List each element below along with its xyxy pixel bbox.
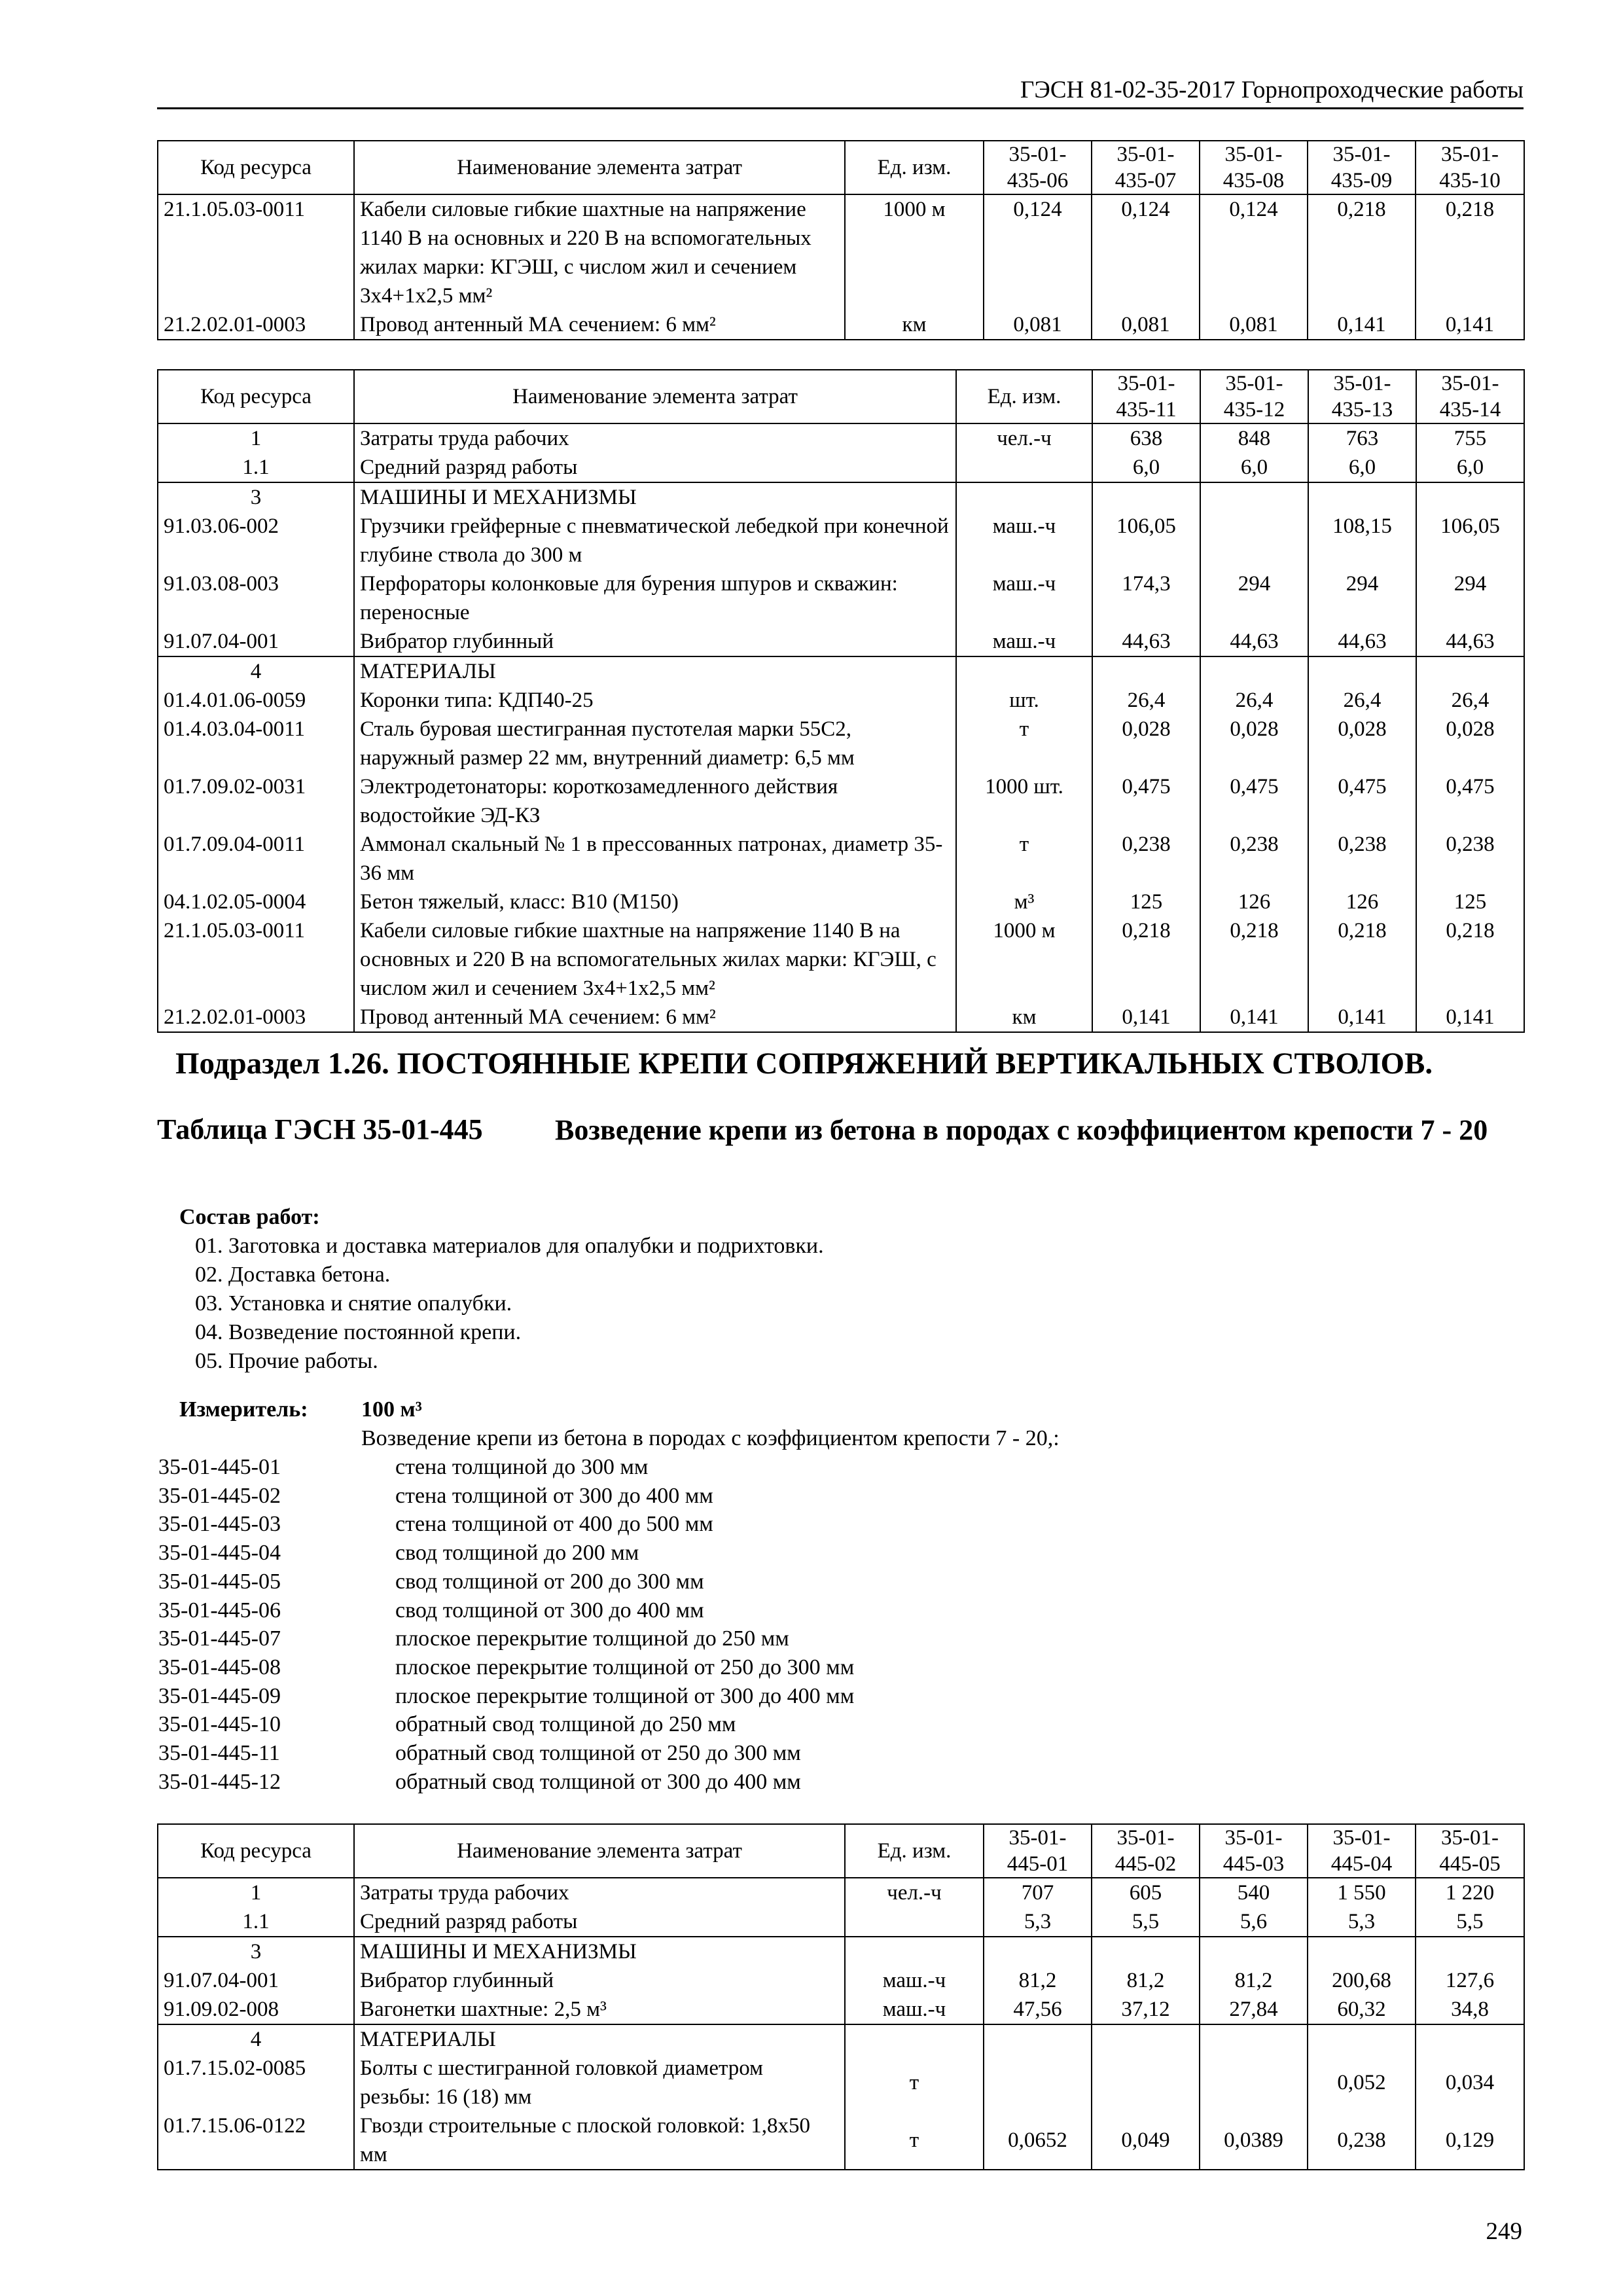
table-row	[158, 830, 1524, 888]
resource-value: 81,2	[984, 1966, 1092, 1995]
resource-value: 1 220	[1416, 1878, 1524, 1907]
table-row	[158, 2024, 1524, 2054]
resource-name: Провод антенный МА сечением: 6 мм²	[354, 1003, 956, 1032]
resource-value: 0,081	[1200, 310, 1308, 340]
table-row	[158, 1995, 1524, 2024]
resource-value	[1416, 1937, 1524, 1966]
resource-code: 91.09.02-008	[158, 1995, 354, 2024]
norm-code-row	[158, 1482, 854, 1511]
resource-value: 108,15	[1308, 512, 1416, 569]
norm-code-list	[158, 1453, 854, 1796]
resource-value	[1200, 512, 1308, 569]
resource-value	[1200, 656, 1308, 686]
table-header-row	[158, 1824, 1524, 1878]
resource-name: МАТЕРИАЛЫ	[354, 656, 956, 686]
resource-value: 0,028	[1200, 715, 1308, 772]
column-header: Ед. изм.	[956, 370, 1092, 423]
norm-code-row	[158, 1682, 854, 1711]
resource-value: 0,052	[1308, 2054, 1416, 2111]
resource-value	[1092, 2024, 1200, 2054]
table-title: Возведение крепи из бетона в породах с коэффициентом крепости 7 - 20	[555, 1114, 1488, 1146]
resource-value: 1 550	[1308, 1878, 1416, 1907]
resource-unit: чел.-ч	[956, 423, 1092, 453]
composition-item: 05. Прочие работы.	[195, 1349, 378, 1373]
norm-description: плоское перекрытие толщиной до 250 мм	[395, 1626, 789, 1651]
resource-value: 0,034	[1416, 2054, 1524, 2111]
resource-value: 0,238	[1308, 830, 1416, 888]
table-row	[158, 453, 1524, 482]
resource-value: 0,081	[984, 310, 1092, 340]
column-header: Ед. изм.	[845, 1824, 984, 1878]
resource-unit: шт.	[956, 686, 1092, 715]
resource-value: 44,63	[1092, 627, 1200, 656]
resource-value	[1200, 2054, 1308, 2111]
resource-value: 44,63	[1416, 627, 1524, 656]
norm-code-row	[158, 1568, 854, 1596]
resource-name: Затраты труда рабочих	[354, 423, 956, 453]
table-header-row	[158, 141, 1524, 194]
resource-name: Средний разряд работы	[354, 453, 956, 482]
column-header: 35-01- 435-09	[1308, 141, 1416, 194]
resource-value	[1092, 482, 1200, 512]
resource-unit: т	[956, 830, 1092, 888]
resource-unit: т	[845, 2054, 984, 2111]
table-row	[158, 2054, 1524, 2111]
column-header: 35-01- 435-12	[1200, 370, 1308, 423]
resource-value	[1416, 2024, 1524, 2054]
resource-value: 126	[1308, 888, 1416, 916]
resource-unit: т	[845, 2111, 984, 2170]
table-row	[158, 310, 1524, 340]
resource-value: 0,238	[1308, 2111, 1416, 2170]
column-header: 35-01- 435-11	[1092, 370, 1200, 423]
subsection-title: Подраздел 1.26. ПОСТОЯННЫЕ КРЕПИ СОПРЯЖЕНИЙ ВЕРТИКАЛЬНЫХ СТВОЛОВ.	[175, 1047, 1433, 1081]
resource-value: 0,218	[1092, 916, 1200, 1003]
resource-unit: маш.-ч	[845, 1966, 984, 1995]
norm-description: обратный свод толщиной от 250 до 300 мм	[395, 1741, 801, 1766]
resource-value: 0,028	[1308, 715, 1416, 772]
composition-item: 02. Доставка бетона.	[195, 1263, 391, 1287]
table-row	[158, 715, 1524, 772]
resource-value: 5,6	[1200, 1907, 1308, 1937]
resource-name: МАТЕРИАЛЫ	[354, 2024, 845, 2054]
resource-unit	[845, 2024, 984, 2054]
resource-value: 0,218	[1416, 916, 1524, 1003]
resource-value: 125	[1416, 888, 1524, 916]
norm-code-row	[158, 1653, 854, 1682]
resource-value: 60,32	[1308, 1995, 1416, 2024]
resource-table-445-01-05	[157, 1823, 1525, 2170]
resource-value: 0,218	[1308, 194, 1416, 310]
resource-value: 126	[1200, 888, 1308, 916]
table-label: Таблица ГЭСН 35-01-445	[157, 1113, 483, 1145]
column-header: Код ресурса	[158, 370, 354, 423]
composition-item: 01. Заготовка и доставка материалов для опалубки и подрихтовки.	[195, 1234, 824, 1258]
resource-value: 0,218	[1416, 194, 1524, 310]
resource-value: 6,0	[1416, 453, 1524, 482]
column-header: 35-01- 445-02	[1092, 1824, 1200, 1878]
resource-code: 91.03.06-002	[158, 512, 354, 569]
resource-value: 81,2	[1200, 1966, 1308, 1995]
resource-name: Кабели силовые гибкие шахтные на напряжение 1140 В на основных и 220 В на вспомогательных жилах марки: КГЭШ, с числом жил и сечением 3x4+1x2,5 мм²	[354, 916, 956, 1003]
resource-value: 605	[1092, 1878, 1200, 1907]
norm-description: обратный свод толщиной от 300 до 400 мм	[395, 1769, 801, 1794]
resource-value: 5,3	[1308, 1907, 1416, 1937]
resource-unit: маш.-ч	[956, 569, 1092, 627]
table-row	[158, 1003, 1524, 1032]
column-header: 35-01- 435-06	[984, 141, 1092, 194]
resource-code: 01.4.03.04-0011	[158, 715, 354, 772]
resource-code: 3	[158, 482, 354, 512]
table-row	[158, 1907, 1524, 1937]
column-header: Ед. изм.	[845, 141, 984, 194]
resource-value: 848	[1200, 423, 1308, 453]
resource-table-435-06-10	[157, 140, 1525, 340]
norm-description: плоское перекрытие толщиной от 300 до 400 мм	[395, 1683, 855, 1708]
resource-value: 0,124	[1200, 194, 1308, 310]
resource-value: 0,141	[1308, 1003, 1416, 1032]
resource-name: Гвозди строительные с плоской головкой: 1,8x50 мм	[354, 2111, 845, 2170]
measure-value: 100 м³	[361, 1397, 422, 1422]
resource-value: 0,218	[1200, 916, 1308, 1003]
norm-code-row	[158, 1739, 854, 1768]
composition-item: 04. Возведение постоянной крепи.	[195, 1320, 522, 1344]
resource-name: Провод антенный МА сечением: 6 мм²	[354, 310, 845, 340]
resource-value	[1308, 656, 1416, 686]
resource-value: 0,218	[1308, 916, 1416, 1003]
norm-code: 35-01-445-04	[158, 1541, 281, 1566]
norm-code-row	[158, 1768, 854, 1797]
resource-value: 5,3	[984, 1907, 1092, 1937]
resource-unit: 1000 м	[956, 916, 1092, 1003]
resource-value: 34,8	[1416, 1995, 1524, 2024]
page-number: 249	[1486, 2218, 1522, 2245]
column-header: 35-01- 435-10	[1416, 141, 1524, 194]
resource-value: 81,2	[1092, 1966, 1200, 1995]
norm-code: 35-01-445-03	[158, 1512, 281, 1537]
work-composition	[179, 1203, 824, 1376]
resource-value: 106,05	[1416, 512, 1524, 569]
resource-value	[1308, 1937, 1416, 1966]
table-header-row	[158, 370, 1524, 423]
column-header: Наименование элемента затрат	[354, 1824, 845, 1878]
norm-code-row	[158, 1710, 854, 1739]
table-row	[158, 916, 1524, 1003]
resource-code: 01.7.15.06-0122	[158, 2111, 354, 2170]
resource-value	[1416, 482, 1524, 512]
resource-value: 0,028	[1416, 715, 1524, 772]
resource-code: 01.7.15.02-0085	[158, 2054, 354, 2111]
column-header: Наименование элемента затрат	[354, 370, 956, 423]
resource-unit	[845, 1907, 984, 1937]
norm-code: 35-01-445-11	[158, 1741, 280, 1766]
table-row	[158, 512, 1524, 569]
table-row	[158, 423, 1524, 453]
resource-name: Затраты труда рабочих	[354, 1878, 845, 1907]
resource-value: 638	[1092, 423, 1200, 453]
table-row	[158, 627, 1524, 656]
resource-value: 0,141	[1416, 1003, 1524, 1032]
table-row	[158, 1878, 1524, 1907]
resource-unit: км	[956, 1003, 1092, 1032]
resource-name: Грузчики грейферные с пневматической лебедкой при конечной глубине ствола до 300 м	[354, 512, 956, 569]
resource-unit: маш.-ч	[845, 1995, 984, 2024]
resource-value: 755	[1416, 423, 1524, 453]
norm-code-row	[158, 1624, 854, 1653]
norm-code: 35-01-445-07	[158, 1626, 281, 1651]
resource-value: 44,63	[1200, 627, 1308, 656]
resource-code: 1	[158, 423, 354, 453]
resource-value	[1308, 482, 1416, 512]
resource-name: Средний разряд работы	[354, 1907, 845, 1937]
column-header: 35-01- 445-04	[1308, 1824, 1416, 1878]
resource-name: МАШИНЫ И МЕХАНИЗМЫ	[354, 482, 956, 512]
column-header: Код ресурса	[158, 1824, 354, 1878]
resource-value: 47,56	[984, 1995, 1092, 2024]
resource-unit	[956, 482, 1092, 512]
resource-unit: м³	[956, 888, 1092, 916]
resource-value: 6,0	[1092, 453, 1200, 482]
norm-description: плоское перекрытие толщиной от 250 до 300 мм	[395, 1655, 855, 1679]
resource-value: 540	[1200, 1878, 1308, 1907]
resource-code: 01.7.09.02-0031	[158, 772, 354, 830]
resource-code: 21.2.02.01-0003	[158, 1003, 354, 1032]
resource-table-435-11-14	[157, 369, 1525, 1033]
resource-code: 91.07.04-001	[158, 627, 354, 656]
resource-code: 04.1.02.05-0004	[158, 888, 354, 916]
norm-code: 35-01-445-02	[158, 1483, 281, 1508]
resource-name: Сталь буровая шестигранная пустотелая марки 55С2, наружный размер 22 мм, внутренний диаметр: 6,5 мм	[354, 715, 956, 772]
resource-name: Вибратор глубинный	[354, 627, 956, 656]
resource-value: 0,124	[984, 194, 1092, 310]
table-row	[158, 569, 1524, 627]
resource-unit: маш.-ч	[956, 512, 1092, 569]
column-header: 35-01- 445-03	[1200, 1824, 1308, 1878]
norm-code: 35-01-445-12	[158, 1769, 281, 1794]
resource-value	[1200, 1937, 1308, 1966]
table-row	[158, 656, 1524, 686]
resource-value: 0,028	[1092, 715, 1200, 772]
column-header: 35-01- 435-07	[1092, 141, 1200, 194]
resource-code: 3	[158, 1937, 354, 1966]
resource-value: 174,3	[1092, 569, 1200, 627]
resource-value: 26,4	[1416, 686, 1524, 715]
resource-value	[1200, 482, 1308, 512]
resource-value	[984, 2024, 1092, 2054]
resource-value: 127,6	[1416, 1966, 1524, 1995]
norm-code: 35-01-445-08	[158, 1655, 281, 1679]
resource-name: Бетон тяжелый, класс: В10 (М150)	[354, 888, 956, 916]
resource-unit	[956, 453, 1092, 482]
resource-value: 0,049	[1092, 2111, 1200, 2170]
resource-value: 294	[1416, 569, 1524, 627]
norm-code-row	[158, 1453, 854, 1482]
resource-code: 01.4.01.06-0059	[158, 686, 354, 715]
resource-unit: 1000 м	[845, 194, 984, 310]
resource-value: 0,238	[1200, 830, 1308, 888]
resource-value	[984, 1937, 1092, 1966]
resource-code: 1	[158, 1878, 354, 1907]
composition-heading: Состав работ:	[179, 1205, 320, 1229]
column-header: 35-01- 435-08	[1200, 141, 1308, 194]
resource-value	[1092, 656, 1200, 686]
resource-value: 0,475	[1200, 772, 1308, 830]
composition-item: 03. Установка и снятие опалубки.	[195, 1291, 512, 1316]
resource-value: 0,238	[1416, 830, 1524, 888]
norm-description: стена толщиной от 400 до 500 мм	[395, 1512, 713, 1537]
resource-value: 27,84	[1200, 1995, 1308, 2024]
resource-value	[1092, 1937, 1200, 1966]
resource-value: 6,0	[1200, 453, 1308, 482]
resource-unit	[845, 1937, 984, 1966]
resource-name: Перфораторы колонковые для бурения шпуров и скважин: переносные	[354, 569, 956, 627]
resource-value: 0,238	[1092, 830, 1200, 888]
table-row	[158, 772, 1524, 830]
resource-value: 26,4	[1092, 686, 1200, 715]
resource-value: 106,05	[1092, 512, 1200, 569]
resource-value: 0,141	[1416, 310, 1524, 340]
resource-name: Аммонал скальный № 1 в прессованных патронах, диаметр 35-36 мм	[354, 830, 956, 888]
measure-label: Измеритель:	[179, 1397, 308, 1422]
resource-code: 4	[158, 2024, 354, 2054]
resource-code: 1.1	[158, 1907, 354, 1937]
column-header: 35-01- 435-13	[1308, 370, 1416, 423]
resource-unit: чел.-ч	[845, 1878, 984, 1907]
norm-code-row	[158, 1539, 854, 1568]
column-header: 35-01- 435-14	[1416, 370, 1524, 423]
resource-value: 0,141	[1092, 1003, 1200, 1032]
table-row	[158, 686, 1524, 715]
resource-value: 37,12	[1092, 1995, 1200, 2024]
norm-code: 35-01-445-01	[158, 1455, 281, 1479]
resource-code: 91.07.04-001	[158, 1966, 354, 1995]
norm-description: свод толщиной от 300 до 400 мм	[395, 1598, 704, 1623]
resource-value: 5,5	[1416, 1907, 1524, 1937]
resource-value: 294	[1200, 569, 1308, 627]
resource-code: 4	[158, 656, 354, 686]
table-row	[158, 2111, 1524, 2170]
resource-unit: км	[845, 310, 984, 340]
resource-value: 5,5	[1092, 1907, 1200, 1937]
resource-code: 21.1.05.03-0011	[158, 916, 354, 1003]
resource-value: 0,0652	[984, 2111, 1092, 2170]
resource-name: Вагонетки шахтные: 2,5 м³	[354, 1995, 845, 2024]
table-row	[158, 482, 1524, 512]
resource-value: 0,129	[1416, 2111, 1524, 2170]
resource-value: 0,124	[1092, 194, 1200, 310]
resource-value: 707	[984, 1878, 1092, 1907]
table-row	[158, 194, 1524, 310]
resource-name: Вибратор глубинный	[354, 1966, 845, 1995]
resource-value: 0,0389	[1200, 2111, 1308, 2170]
column-header: Наименование элемента затрат	[354, 141, 845, 194]
resource-value: 0,141	[1200, 1003, 1308, 1032]
norm-description: стена толщиной от 300 до 400 мм	[395, 1483, 713, 1508]
resource-value	[1416, 656, 1524, 686]
resource-value	[1308, 2024, 1416, 2054]
norm-code: 35-01-445-09	[158, 1683, 281, 1708]
norm-code-row	[158, 1596, 854, 1625]
resource-value: 125	[1092, 888, 1200, 916]
resource-name: МАШИНЫ И МЕХАНИЗМЫ	[354, 1937, 845, 1966]
column-header: 35-01- 445-05	[1416, 1824, 1524, 1878]
resource-code: 21.1.05.03-0011	[158, 194, 354, 310]
norm-code: 35-01-445-05	[158, 1569, 281, 1594]
resource-unit: т	[956, 715, 1092, 772]
resource-value: 0,081	[1092, 310, 1200, 340]
table-row	[158, 1937, 1524, 1966]
resource-value: 294	[1308, 569, 1416, 627]
resource-value	[1200, 2024, 1308, 2054]
norm-code-row	[158, 1510, 854, 1539]
table-row	[158, 1966, 1524, 1995]
resource-code: 01.7.09.04-0011	[158, 830, 354, 888]
resource-value: 44,63	[1308, 627, 1416, 656]
resource-name: Коронки типа: КДП40-25	[354, 686, 956, 715]
measure-line	[179, 1395, 422, 1424]
running-header: ГЭСН 81-02-35-2017 Горнопроходческие работы	[157, 73, 1524, 109]
resource-unit: маш.-ч	[956, 627, 1092, 656]
norm-description: стена толщиной до 300 мм	[395, 1455, 649, 1479]
resource-code: 91.03.08-003	[158, 569, 354, 627]
resource-value: 0,141	[1308, 310, 1416, 340]
norm-description: свод толщиной до 200 мм	[395, 1541, 639, 1566]
resource-code: 21.2.02.01-0003	[158, 310, 354, 340]
resource-value	[984, 2054, 1092, 2111]
resource-unit	[956, 656, 1092, 686]
resource-name: Кабели силовые гибкие шахтные на напряжение 1140 В на основных и 220 В на вспомогательных жилах марки: КГЭШ, с числом жил и сечением 3x4+1x2,5 мм²	[354, 194, 845, 310]
resource-value	[1092, 2054, 1200, 2111]
resource-value: 26,4	[1200, 686, 1308, 715]
resource-code: 1.1	[158, 453, 354, 482]
resource-value: 763	[1308, 423, 1416, 453]
norm-description: обратный свод толщиной до 250 мм	[395, 1712, 736, 1737]
resource-value: 0,475	[1416, 772, 1524, 830]
resource-name: Болты с шестигранной головкой диаметром резьбы: 16 (18) мм	[354, 2054, 845, 2111]
resource-value: 200,68	[1308, 1966, 1416, 1995]
resource-value: 0,475	[1092, 772, 1200, 830]
norm-description: свод толщиной от 200 до 300 мм	[395, 1569, 704, 1594]
column-header: Код ресурса	[158, 141, 354, 194]
norm-code: 35-01-445-10	[158, 1712, 281, 1737]
resource-value: 0,475	[1308, 772, 1416, 830]
resource-name: Электродетонаторы: короткозамедленного действия водостойкие ЭД-КЗ	[354, 772, 956, 830]
resource-unit: 1000 шт.	[956, 772, 1092, 830]
resource-value: 26,4	[1308, 686, 1416, 715]
table-row	[158, 888, 1524, 916]
measure-description: Возведение крепи из бетона в породах с коэффициентом крепости 7 - 20,:	[361, 1426, 1060, 1450]
norm-code: 35-01-445-06	[158, 1598, 281, 1623]
column-header: 35-01- 445-01	[984, 1824, 1092, 1878]
resource-value: 6,0	[1308, 453, 1416, 482]
